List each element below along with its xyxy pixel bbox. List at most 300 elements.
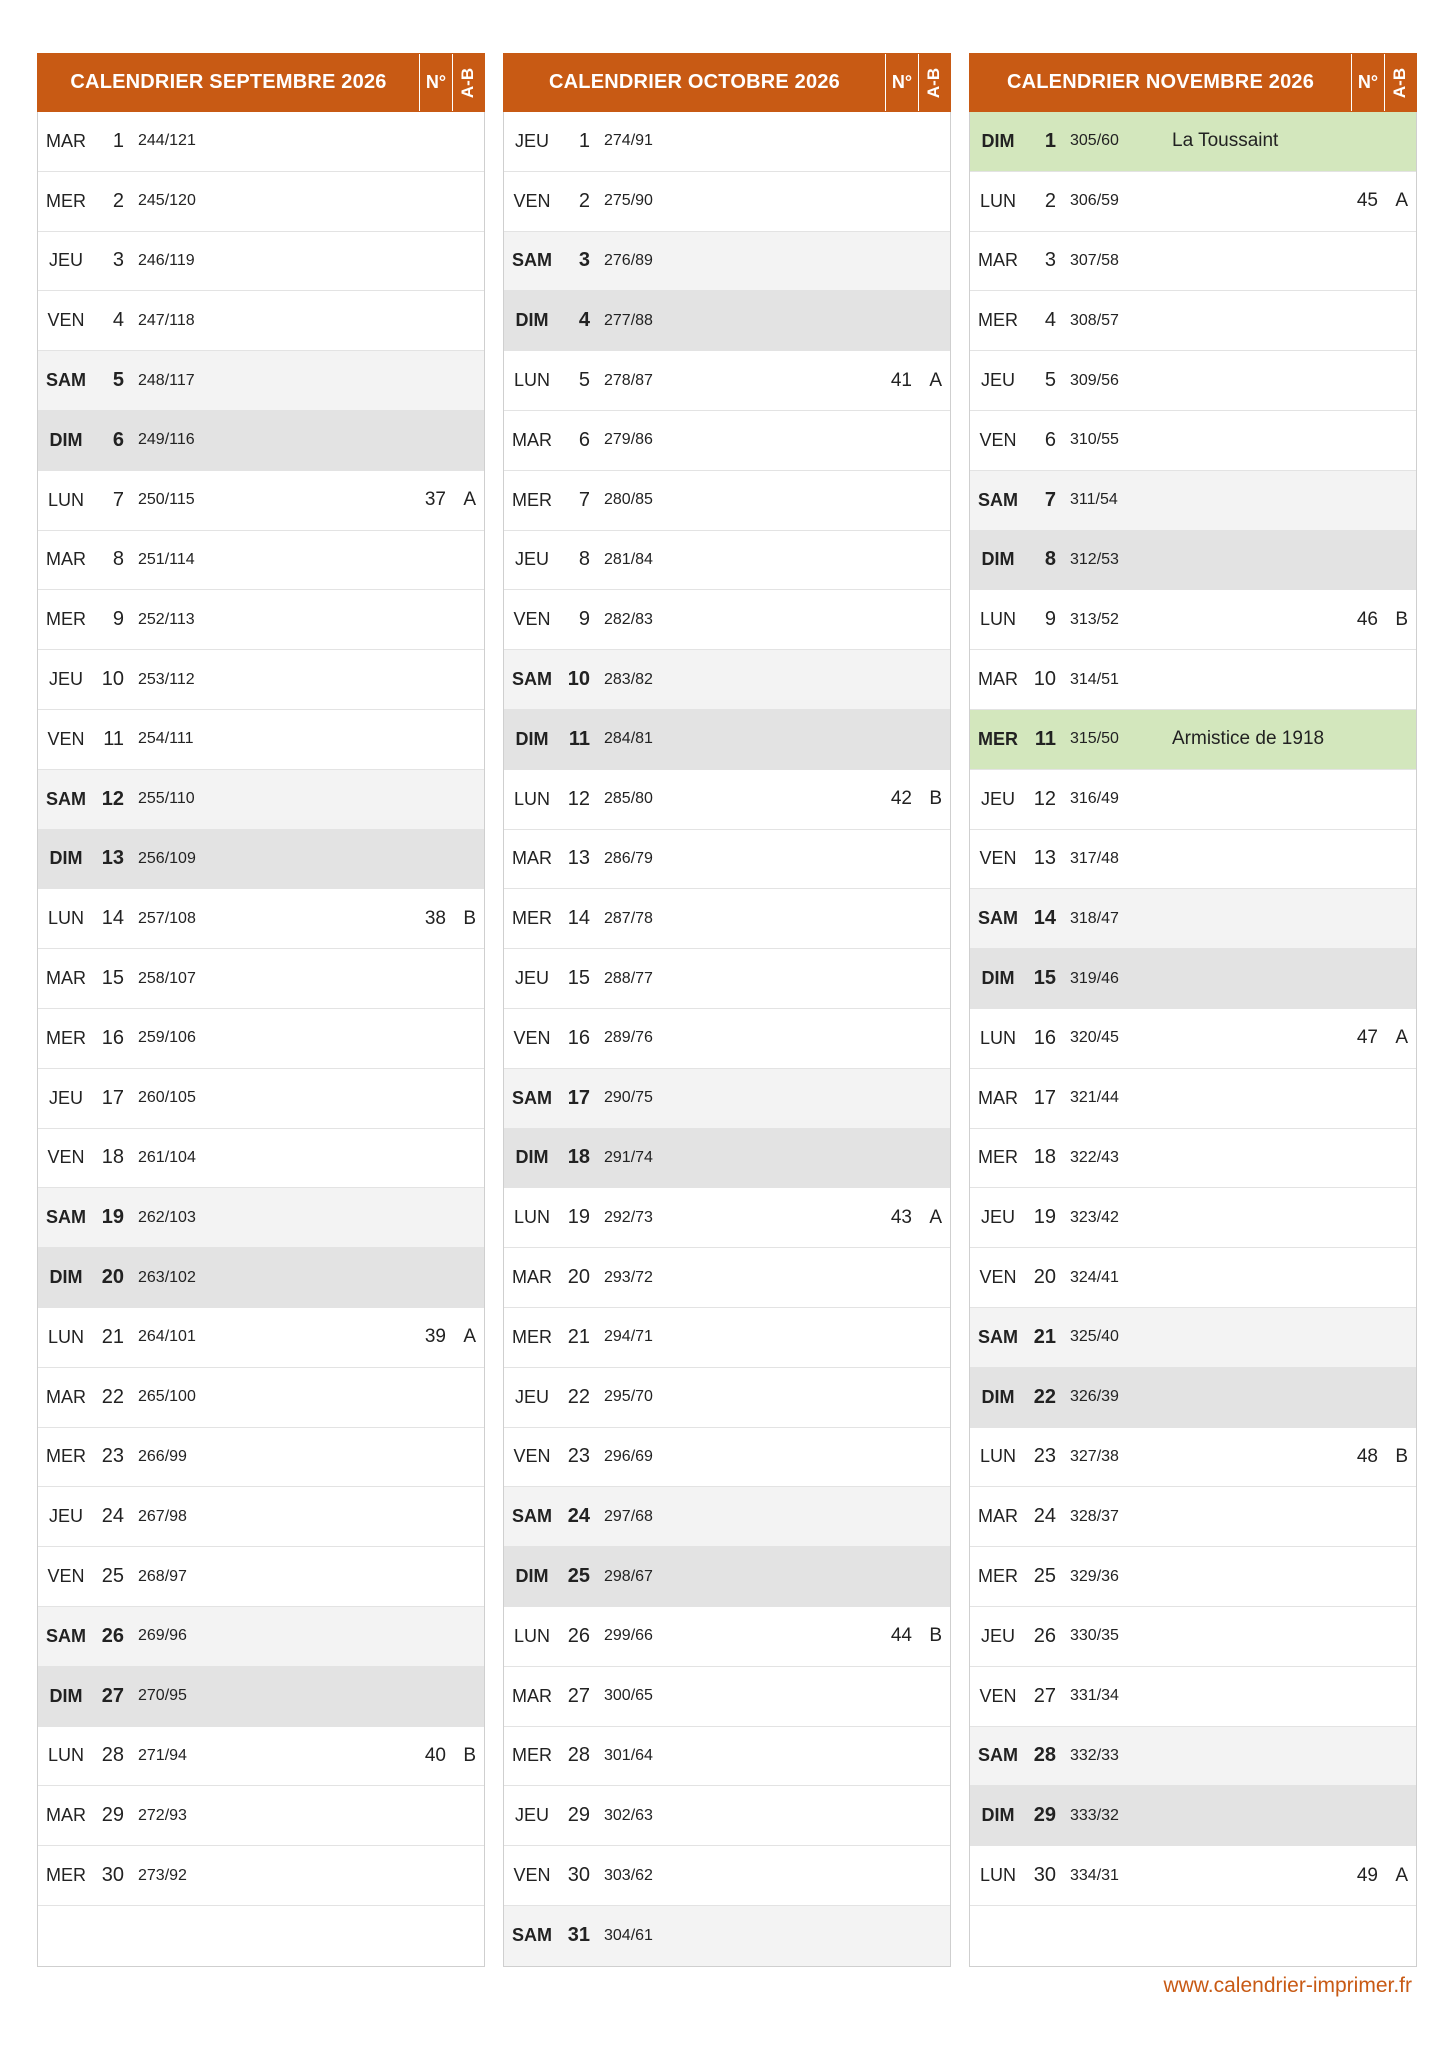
day-number: 13 xyxy=(1033,847,1056,870)
month-header xyxy=(969,53,1417,112)
day-of-year: 307/58 xyxy=(1070,251,1119,269)
day-of-year: 331/34 xyxy=(1070,1687,1119,1705)
day-number: 8 xyxy=(1044,548,1056,571)
day-number: 29 xyxy=(101,1804,124,1827)
day-number: 8 xyxy=(578,548,590,571)
week-number: 37 xyxy=(424,489,446,511)
day-of-year: 289/76 xyxy=(604,1029,653,1047)
day-row xyxy=(38,650,484,710)
week-number: 40 xyxy=(424,1744,446,1766)
day-number: 4 xyxy=(1044,309,1056,332)
day-of-year: 283/82 xyxy=(604,670,653,688)
day-name: DIM xyxy=(981,968,1015,989)
day-name: JEU xyxy=(514,968,549,989)
day-row xyxy=(970,1368,1416,1428)
day-name: JEU xyxy=(514,1386,549,1407)
day-number: 18 xyxy=(1033,1146,1056,1169)
week-number: 39 xyxy=(424,1326,446,1348)
day-row xyxy=(504,889,950,949)
week-number: 41 xyxy=(890,369,912,391)
day-name: LUN xyxy=(979,1027,1016,1048)
day-row xyxy=(504,1129,950,1189)
day-name: MER xyxy=(512,908,552,929)
day-number: 28 xyxy=(567,1744,590,1767)
day-number: 14 xyxy=(567,907,590,930)
day-name: VEN xyxy=(979,848,1017,869)
day-of-year: 261/104 xyxy=(138,1148,196,1166)
week-ab-column-label: A-B xyxy=(924,67,944,98)
day-of-year: 277/88 xyxy=(604,311,653,329)
day-name: VEN xyxy=(513,190,551,211)
day-row xyxy=(504,1786,950,1846)
day-name: MER xyxy=(978,1566,1018,1587)
day-number: 1 xyxy=(578,129,590,152)
day-number: 16 xyxy=(1033,1026,1056,1049)
day-name: JEU xyxy=(48,1087,83,1108)
day-row xyxy=(970,1667,1416,1727)
day-row xyxy=(504,112,950,172)
day-of-year: 311/54 xyxy=(1070,491,1118,509)
day-number: 15 xyxy=(101,967,124,990)
day-number: 22 xyxy=(567,1385,590,1408)
week-ab-label: B xyxy=(929,1625,942,1647)
day-name: SAM xyxy=(512,250,552,271)
day-number: 12 xyxy=(1033,787,1056,810)
day-name: MAR xyxy=(978,250,1018,271)
day-of-year: 300/65 xyxy=(604,1687,653,1705)
day-of-year: 329/36 xyxy=(1070,1567,1119,1585)
month-title: CALENDRIER NOVEMBRE 2026 xyxy=(1006,71,1315,93)
month-calendar xyxy=(503,53,951,1967)
day-row xyxy=(38,112,484,172)
week-number-column-header: N° xyxy=(419,54,452,111)
day-row xyxy=(970,1786,1416,1846)
day-row xyxy=(504,710,950,770)
day-of-year: 246/119 xyxy=(138,251,195,269)
day-of-year: 268/97 xyxy=(138,1567,187,1585)
day-name: VEN xyxy=(513,1446,551,1467)
day-row xyxy=(504,650,950,710)
day-name: SAM xyxy=(512,1506,552,1527)
day-name: SAM xyxy=(978,1745,1018,1766)
day-of-year: 325/40 xyxy=(1070,1328,1119,1346)
day-row xyxy=(504,1846,950,1906)
day-number: 25 xyxy=(1033,1565,1056,1588)
day-row xyxy=(38,1248,484,1308)
day-row xyxy=(970,471,1416,531)
day-row xyxy=(504,1248,950,1308)
day-number: 3 xyxy=(112,249,124,272)
day-of-year: 258/107 xyxy=(138,969,196,987)
day-of-year: 251/114 xyxy=(138,550,195,568)
day-row xyxy=(504,1607,950,1667)
week-number: 46 xyxy=(1356,608,1378,630)
day-number: 26 xyxy=(101,1624,124,1647)
day-number: 30 xyxy=(567,1864,590,1886)
day-name: MAR xyxy=(46,549,86,570)
day-name: VEN xyxy=(979,1685,1017,1706)
day-of-year: 316/49 xyxy=(1070,790,1119,808)
day-number: 10 xyxy=(1033,668,1056,691)
day-row xyxy=(970,1248,1416,1308)
day-row xyxy=(970,770,1416,830)
week-ab-label: A xyxy=(1395,1864,1408,1886)
day-name: DIM xyxy=(981,1805,1015,1826)
day-of-year: 315/50 xyxy=(1070,730,1119,748)
day-row xyxy=(970,650,1416,710)
day-of-year: 333/32 xyxy=(1070,1806,1119,1824)
day-number: 22 xyxy=(101,1385,124,1408)
month-calendar xyxy=(969,53,1417,1967)
day-name: VEN xyxy=(47,310,85,331)
day-of-year: 306/59 xyxy=(1070,192,1119,210)
day-number: 19 xyxy=(101,1206,124,1229)
day-of-year: 294/71 xyxy=(604,1328,653,1346)
day-row xyxy=(504,411,950,471)
week-number: 47 xyxy=(1356,1027,1378,1049)
day-name: DIM xyxy=(981,130,1015,151)
day-row xyxy=(38,531,484,591)
day-name: MAR xyxy=(512,1685,552,1706)
day-name: VEN xyxy=(513,1027,551,1048)
day-number: 7 xyxy=(578,488,590,511)
day-number: 2 xyxy=(578,189,590,212)
day-row xyxy=(504,291,950,351)
day-number: 27 xyxy=(567,1684,590,1707)
day-number: 4 xyxy=(112,309,124,332)
day-of-year: 252/113 xyxy=(138,610,195,628)
month-title: CALENDRIER OCTOBRE 2026 xyxy=(549,71,840,93)
day-of-year: 304/61 xyxy=(604,1926,653,1944)
week-ab-label: A xyxy=(929,1206,942,1228)
day-of-year: 275/90 xyxy=(604,192,653,210)
day-number: 25 xyxy=(567,1565,590,1588)
day-of-year: 334/31 xyxy=(1070,1866,1119,1884)
day-name: LUN xyxy=(47,1326,84,1347)
day-of-year: 282/83 xyxy=(604,610,653,628)
week-ab-label: B xyxy=(1395,1445,1408,1467)
day-of-year: 318/47 xyxy=(1070,909,1119,927)
day-row xyxy=(504,949,950,1009)
day-name: SAM xyxy=(46,370,86,391)
day-of-year: 245/120 xyxy=(138,192,196,210)
day-name: VEN xyxy=(47,1566,85,1587)
day-of-year: 322/43 xyxy=(1070,1148,1119,1166)
day-of-year: 326/39 xyxy=(1070,1388,1119,1406)
day-row xyxy=(970,830,1416,890)
day-number: 10 xyxy=(101,668,124,691)
week-ab-label: B xyxy=(1395,608,1408,630)
day-row xyxy=(970,1906,1416,1966)
day-number: 15 xyxy=(1033,967,1056,990)
day-number: 17 xyxy=(101,1086,124,1109)
day-row xyxy=(504,1727,950,1787)
day-number: 24 xyxy=(101,1505,124,1528)
day-number: 17 xyxy=(1033,1086,1056,1109)
day-row xyxy=(970,1607,1416,1667)
week-ab-label: A xyxy=(463,489,476,511)
day-name: MAR xyxy=(978,669,1018,690)
day-row xyxy=(38,889,484,949)
day-number: 14 xyxy=(1033,907,1056,930)
day-row xyxy=(38,1129,484,1189)
day-of-year: 303/62 xyxy=(604,1866,653,1884)
day-name: JEU xyxy=(980,788,1015,809)
day-name: LUN xyxy=(513,370,550,391)
day-row xyxy=(38,172,484,232)
day-of-year: 263/102 xyxy=(138,1268,196,1286)
day-number: 23 xyxy=(101,1445,124,1468)
day-row xyxy=(38,1069,484,1129)
day-row xyxy=(38,411,484,471)
day-row xyxy=(38,1547,484,1607)
day-number: 20 xyxy=(567,1266,590,1289)
day-of-year: 276/89 xyxy=(604,251,653,269)
week-number: 49 xyxy=(1356,1864,1378,1886)
day-name: JEU xyxy=(48,669,83,690)
week-ab-label: B xyxy=(929,788,942,810)
day-number: 2 xyxy=(1044,189,1056,212)
day-row xyxy=(38,1667,484,1727)
day-name: DIM xyxy=(49,429,83,450)
day-number: 3 xyxy=(1044,249,1056,272)
day-row xyxy=(38,710,484,770)
day-row xyxy=(504,1428,950,1488)
day-number: 11 xyxy=(103,727,124,750)
day-name: MAR xyxy=(978,1506,1018,1527)
day-row xyxy=(970,1069,1416,1129)
day-number: 27 xyxy=(1033,1684,1056,1707)
day-of-year: 287/78 xyxy=(604,909,653,927)
day-number: 23 xyxy=(1033,1445,1056,1468)
day-number: 15 xyxy=(567,967,590,990)
day-number: 21 xyxy=(1033,1325,1056,1348)
day-name: LUN xyxy=(47,1745,84,1766)
day-row xyxy=(504,1906,950,1966)
day-of-year: 280/85 xyxy=(604,491,653,509)
day-name: DIM xyxy=(981,549,1015,570)
day-of-year: 291/74 xyxy=(604,1148,653,1166)
day-number: 29 xyxy=(1033,1804,1056,1827)
day-row xyxy=(504,1547,950,1607)
week-ab-label: B xyxy=(463,1744,476,1766)
day-row xyxy=(970,172,1416,232)
day-number: 25 xyxy=(101,1565,124,1588)
month-calendar xyxy=(37,53,485,1967)
day-number: 24 xyxy=(567,1505,590,1528)
day-number: 8 xyxy=(112,548,124,571)
day-number: 10 xyxy=(567,668,590,691)
day-row xyxy=(38,291,484,351)
day-of-year: 284/81 xyxy=(604,730,653,748)
day-row xyxy=(38,1487,484,1547)
week-ab-column-header xyxy=(452,54,484,111)
day-of-year: 249/116 xyxy=(138,431,195,449)
day-row xyxy=(970,232,1416,292)
day-name: JEU xyxy=(48,250,83,271)
day-row xyxy=(970,531,1416,591)
day-name: DIM xyxy=(49,848,83,869)
day-list xyxy=(37,112,485,1967)
footer-url[interactable]: www.calendrier-imprimer.fr xyxy=(1163,1974,1412,1997)
day-row xyxy=(970,291,1416,351)
day-number: 13 xyxy=(101,847,124,870)
day-of-year: 281/84 xyxy=(604,550,653,568)
day-of-year: 260/105 xyxy=(138,1089,196,1107)
day-number: 30 xyxy=(1033,1864,1056,1886)
day-name: MAR xyxy=(512,429,552,450)
week-ab-column-header xyxy=(918,54,950,111)
day-of-year: 254/111 xyxy=(138,730,194,748)
day-name: LUN xyxy=(47,908,84,929)
day-name: DIM xyxy=(515,728,549,749)
day-number: 30 xyxy=(101,1864,124,1886)
day-row xyxy=(504,1069,950,1129)
day-number: 27 xyxy=(101,1684,124,1707)
day-of-year: 269/96 xyxy=(138,1627,187,1645)
day-of-year: 247/118 xyxy=(138,311,195,329)
day-row xyxy=(504,830,950,890)
week-number-column-header: N° xyxy=(885,54,918,111)
day-row xyxy=(970,411,1416,471)
day-name: VEN xyxy=(979,429,1017,450)
day-row xyxy=(970,1129,1416,1189)
day-name: VEN xyxy=(979,1267,1017,1288)
day-of-year: 323/42 xyxy=(1070,1208,1119,1226)
day-of-year: 324/41 xyxy=(1070,1268,1119,1286)
day-row xyxy=(38,590,484,650)
day-row xyxy=(38,770,484,830)
day-row xyxy=(970,1188,1416,1248)
day-name: MAR xyxy=(978,1087,1018,1108)
day-name: MAR xyxy=(46,1805,86,1826)
day-name: SAM xyxy=(978,489,1018,510)
day-row xyxy=(504,1667,950,1727)
day-row xyxy=(504,770,950,830)
day-row xyxy=(38,1188,484,1248)
day-number: 31 xyxy=(567,1924,590,1947)
day-of-year: 278/87 xyxy=(604,371,653,389)
day-number: 16 xyxy=(101,1026,124,1049)
holiday-row xyxy=(970,710,1416,770)
day-number: 5 xyxy=(1044,369,1056,392)
day-of-year: 298/67 xyxy=(604,1567,653,1585)
day-row xyxy=(504,1308,950,1368)
day-of-year: 279/86 xyxy=(604,431,653,449)
day-name: SAM xyxy=(978,1326,1018,1347)
day-of-year: 262/103 xyxy=(138,1208,196,1226)
day-row xyxy=(970,1009,1416,1069)
day-name: MER xyxy=(46,190,86,211)
day-of-year: 321/44 xyxy=(1070,1089,1119,1107)
day-of-year: 272/93 xyxy=(138,1806,187,1824)
day-of-year: 257/108 xyxy=(138,909,196,927)
week-ab-label: A xyxy=(1395,190,1408,212)
month-title: CALENDRIER SEPTEMBRE 2026 xyxy=(70,71,387,93)
day-row xyxy=(38,1428,484,1488)
day-name: MAR xyxy=(512,848,552,869)
week-number: 43 xyxy=(890,1206,912,1228)
day-row xyxy=(38,1009,484,1069)
day-number: 13 xyxy=(567,847,590,870)
day-of-year: 266/99 xyxy=(138,1447,187,1465)
day-name: MER xyxy=(512,1745,552,1766)
day-row xyxy=(504,351,950,411)
day-name: DIM xyxy=(981,1386,1015,1407)
day-of-year: 312/53 xyxy=(1070,550,1119,568)
day-of-year: 327/38 xyxy=(1070,1447,1119,1465)
day-list xyxy=(969,112,1417,1967)
day-row xyxy=(970,1547,1416,1607)
day-number: 18 xyxy=(567,1146,590,1169)
day-number: 14 xyxy=(101,907,124,930)
day-of-year: 309/56 xyxy=(1070,371,1119,389)
day-row xyxy=(970,1308,1416,1368)
day-number: 28 xyxy=(101,1744,124,1767)
day-number: 11 xyxy=(568,727,590,750)
day-number: 21 xyxy=(567,1325,590,1348)
week-ab-label: A xyxy=(1395,1027,1408,1049)
day-of-year: 274/91 xyxy=(604,132,653,150)
week-number: 45 xyxy=(1356,190,1378,212)
day-of-year: 250/115 xyxy=(138,491,195,509)
day-row xyxy=(970,889,1416,949)
day-of-year: 244/121 xyxy=(138,132,196,150)
day-row xyxy=(38,1368,484,1428)
day-name: LUN xyxy=(47,489,84,510)
day-row xyxy=(504,471,950,531)
day-row xyxy=(970,351,1416,411)
day-number: 20 xyxy=(1033,1266,1056,1289)
day-name: LUN xyxy=(513,788,550,809)
day-of-year: 271/94 xyxy=(138,1746,187,1764)
day-name: MER xyxy=(978,728,1018,749)
day-number: 9 xyxy=(112,608,124,631)
day-number: 2 xyxy=(112,189,124,212)
day-name: MAR xyxy=(46,130,86,151)
day-row xyxy=(970,949,1416,1009)
week-ab-label: B xyxy=(463,907,476,929)
day-row xyxy=(38,1727,484,1787)
day-name: LUN xyxy=(979,1446,1016,1467)
day-of-year: 288/77 xyxy=(604,969,653,987)
day-number: 12 xyxy=(567,787,590,810)
day-of-year: 299/66 xyxy=(604,1627,653,1645)
day-number: 17 xyxy=(567,1086,590,1109)
day-number: 9 xyxy=(578,608,590,631)
day-name: LUN xyxy=(513,1625,550,1646)
day-number: 20 xyxy=(101,1266,124,1289)
day-number: 1 xyxy=(1044,129,1056,152)
day-of-year: 286/79 xyxy=(604,849,653,867)
day-row xyxy=(970,1428,1416,1488)
holiday-row xyxy=(970,112,1416,172)
day-of-year: 320/45 xyxy=(1070,1029,1119,1047)
day-name: MER xyxy=(978,310,1018,331)
month-header xyxy=(503,53,951,112)
day-name: SAM xyxy=(46,1625,86,1646)
day-row xyxy=(38,1846,484,1906)
week-ab-column-header xyxy=(1384,54,1416,111)
day-row xyxy=(38,1308,484,1368)
day-of-year: 310/55 xyxy=(1070,431,1119,449)
day-number: 18 xyxy=(101,1146,124,1169)
day-row xyxy=(38,949,484,1009)
week-ab-column-label: A-B xyxy=(458,67,478,98)
day-name: LUN xyxy=(979,1865,1016,1885)
day-number: 21 xyxy=(101,1325,124,1348)
day-name: SAM xyxy=(512,1087,552,1108)
